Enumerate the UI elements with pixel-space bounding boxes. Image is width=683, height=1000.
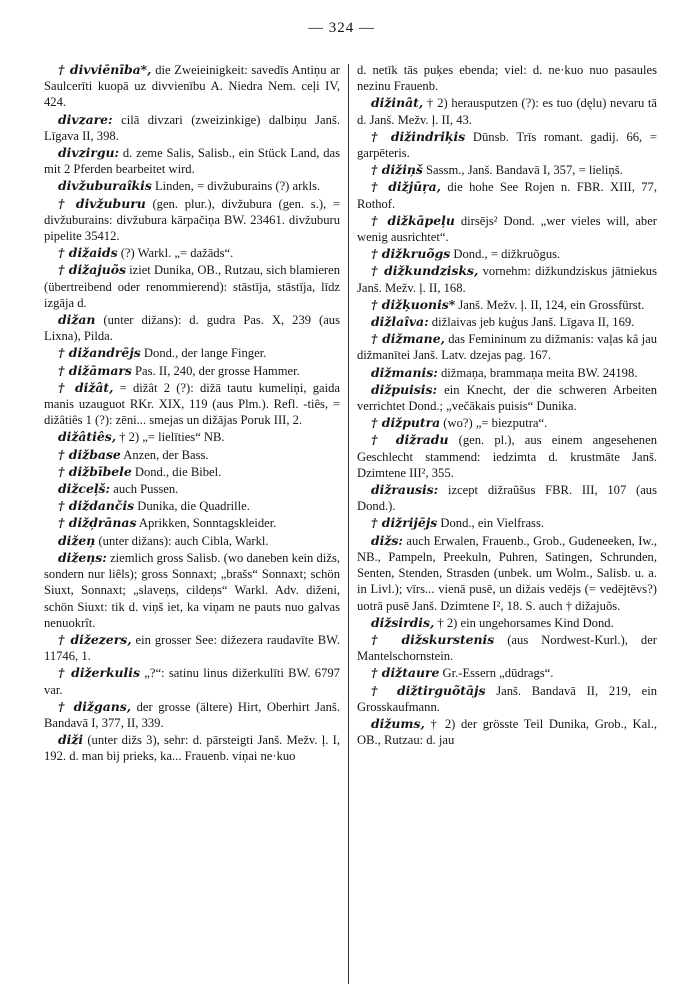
entry-text: iziet Dunika, OB., Rutzau, sich blamieren (übertreibend oder renommierend): stāstīja, stāstīja, līdz izgāja d. bbox=[44, 263, 341, 310]
dictionary-entry bbox=[357, 162, 657, 178]
entry-headword: † dižtaure bbox=[371, 665, 440, 681]
dictionary-entry bbox=[357, 129, 657, 161]
dictionary-entry bbox=[357, 246, 657, 262]
entry-text: das Femininum zu dižmanis: vaļas kâ jau dižmanītei Janš. Latv. dzejas pag. 167. bbox=[357, 332, 657, 363]
dictionary-entry bbox=[44, 498, 340, 514]
entry-text: die Zweieinigkeit: savedīs Antiņu ar Saulcerīti kuopā uz divvienību A. Niedra Nem. ceļi IV, 424. bbox=[44, 63, 341, 110]
dictionary-entry bbox=[357, 314, 657, 330]
entry-headword: dižan bbox=[58, 312, 96, 328]
dictionary-entry bbox=[357, 382, 657, 414]
entry-text: ziemlich gross Salisb. (wo daneben kein dižs, sondern nur liêls); gross Sonnaxt; „brašs“ Sonnaxt; schön Siuxt, Sonnaxt; „slaveņs, cildeņs“ Warkl. Adv. diženi, schön Siuxt: tik d. viņš iet, ka viņam ne pauts nuo galvas nenuokrît. bbox=[44, 550, 340, 630]
dictionary-entry bbox=[44, 178, 340, 194]
dictionary-entry bbox=[44, 145, 340, 177]
entry-text: Dunika, die Quadrille. bbox=[134, 499, 250, 514]
dictionary-entry bbox=[44, 533, 340, 549]
dictionary-entry bbox=[44, 481, 340, 497]
entry-text: d. netīk tās puķes ebenda; viel: d. ne·kuo nuo pasaules nezinu Frauenb. bbox=[357, 63, 657, 94]
dictionary-entry bbox=[357, 482, 657, 514]
entry-headword: divzirgu: bbox=[58, 145, 120, 161]
entry-headword: † dižaids bbox=[58, 245, 118, 261]
entry-text: (wo?) „= biezputra“. bbox=[440, 416, 548, 431]
entry-headword: dižeņs: bbox=[58, 549, 107, 565]
entry-text: (aus Nordwest-Kurl.), der Mantelschornstein. bbox=[357, 632, 657, 664]
entry-headword: † dižbase bbox=[58, 446, 121, 462]
entry-headword: † dižkāpeļu bbox=[371, 212, 455, 228]
entry-text: vornehm: dižkundziskus jātniekus Janš. Mežv. ļ. II, 168. bbox=[357, 264, 657, 295]
entry-text: Sassm., Janš. Bandavā I, 357, = lieliņš. bbox=[422, 163, 623, 178]
dictionary-entry bbox=[357, 683, 657, 715]
entry-text: izcept dižraũšus FBR. III, 107 (aus Dond.). bbox=[357, 483, 657, 514]
entry-headword: dižums, bbox=[371, 715, 425, 731]
dictionary-entry bbox=[357, 515, 657, 531]
entry-headword: diži bbox=[58, 732, 84, 748]
dictionary-entry bbox=[44, 245, 340, 261]
entry-headword: dižeņ bbox=[58, 532, 96, 548]
entry-text: Dond., der lange Finger. bbox=[140, 346, 267, 361]
dictionary-entry bbox=[44, 464, 340, 480]
entry-headword: dižâtiês, bbox=[58, 429, 117, 445]
dictionary-entry bbox=[357, 615, 657, 631]
dictionary-entry bbox=[357, 297, 657, 313]
entry-headword: † dižd̦rānas bbox=[58, 515, 137, 531]
entry-headword: † dižât, bbox=[58, 379, 114, 395]
dictionary-entry bbox=[357, 179, 657, 211]
dictionary-entry bbox=[44, 312, 340, 344]
entry-headword: † dižkundzisks, bbox=[371, 263, 479, 279]
entry-headword: † diždančis bbox=[58, 498, 135, 514]
entry-headword: dižpuisis: bbox=[371, 381, 438, 397]
entry-headword: † dižajuõs bbox=[58, 262, 126, 278]
entry-headword: dižsirdis, bbox=[371, 614, 435, 630]
dictionary-entry bbox=[357, 213, 657, 245]
dictionary-entry bbox=[357, 415, 657, 431]
entry-headword: † dižezers, bbox=[58, 631, 132, 647]
entry-text: auch Pussen. bbox=[110, 482, 179, 497]
dictionary-entry bbox=[44, 550, 340, 631]
entry-headword: † dižbībele bbox=[58, 463, 132, 479]
entry-text: dižlaivas jeb kuģus Janš. Līgava II, 169. bbox=[428, 315, 635, 330]
entry-text: dirsējs² Dond. „wer vieles will, aber wenig ausrichtet“. bbox=[357, 213, 658, 245]
entry-text: dižmaņa, brammaņa meita BW. 24198. bbox=[437, 365, 638, 380]
entry-text: † 2) ein ungehorsames Kind Dond. bbox=[434, 615, 614, 630]
entry-text: Dūnsb. Trīs romant. gadij. 66, = garpēteris. bbox=[357, 129, 657, 161]
dictionary-entry bbox=[357, 716, 657, 748]
dictionary-entry bbox=[357, 432, 657, 481]
entry-headword: † dižradu bbox=[371, 432, 449, 448]
entry-headword: dižmanis: bbox=[371, 364, 438, 380]
entry-headword: † dižāmars bbox=[58, 362, 132, 378]
entry-text: † 2) herausputzen (?): es tuo (dęlu) nevaru tā d. Janš. Mežv. ļ. II, 43. bbox=[357, 96, 657, 127]
entry-text: (unter dižs 3), sehr: d. pārsteigti Janš. Mežv. ļ. I, 192. d. man bij prieks, ka... Frauenb. viņai ne·kuo bbox=[44, 733, 340, 764]
entry-text: auch Erwalen, Frauenb., Grob., Gudeneeken, Iw., NB., Pampeln, Preekuln, Puhren, Satingen, Schrunden, Senten, Stenden, Strasden (unbek. um Wolm., Salisb. u. a. in Livl.); vīrs... vienā pusē, un dižais vedējs (= vedējtēvs?) uotrā pusē Janš. Dzimtene I², 18. S. auch † dižajuõs. bbox=[357, 533, 657, 613]
entry-text: = dižât 2 (?): dižā tautu kumeliņi, gaida manis uzauguot RKr. XIX, 119 (aus Plm.). Refl. -tiês, = dižâtiês 1 (?): zēni... smejas un dižājas Poruk III, 2. bbox=[44, 380, 340, 428]
page-number: — 324 — bbox=[308, 20, 375, 36]
dictionary-entry bbox=[44, 262, 340, 311]
entry-headword: dižceļš: bbox=[58, 481, 111, 497]
entry-text: (unter dižans): auch Cibla, Warkl. bbox=[95, 533, 269, 548]
entry-text: † 2) der grösste Teil Dunika, Grob., Kal., OB., Rutzau: d. jau bbox=[357, 716, 657, 748]
entry-headword: † dižmane, bbox=[371, 331, 445, 347]
entry-text: ein Knecht, der die schweren Arbeiten verrichtet Dond.; „večākais puisis“ Dunika. bbox=[357, 382, 657, 414]
entry-headword: dižrausis: bbox=[371, 482, 439, 498]
dictionary-entry bbox=[357, 62, 657, 94]
dictionary-entry bbox=[44, 62, 340, 111]
dictionary-entry bbox=[44, 112, 340, 144]
entry-text: Pas. II, 240, der grosse Hammer. bbox=[131, 363, 300, 378]
entry-headword: † divviēnība*, bbox=[58, 62, 152, 77]
dictionary-entry bbox=[357, 665, 657, 681]
dictionary-entry bbox=[44, 665, 340, 697]
entry-headword: divžuburaîkis bbox=[58, 178, 152, 194]
entry-text: Janš. Mežv. ļ. II, 124, ein Grossfürst. bbox=[455, 297, 645, 312]
column-divider bbox=[348, 64, 349, 984]
entry-headword: dižlaîva: bbox=[371, 314, 429, 330]
dictionary-entry bbox=[44, 380, 340, 429]
entry-text: (?) Warkl. „= dažāds“. bbox=[117, 246, 234, 261]
entry-headword: † dižerkulis bbox=[58, 665, 140, 681]
entry-text: die hohe See Rojen n. FBR. XIII, 77, Rothof. bbox=[357, 180, 657, 211]
entry-text: ein grosser See: dižezera raudavīte BW. 11746, 1. bbox=[44, 632, 340, 664]
dictionary-entry bbox=[44, 447, 340, 463]
dictionary-entry bbox=[44, 732, 340, 764]
dictionary-entry bbox=[44, 345, 340, 361]
dictionary-entry bbox=[44, 363, 340, 379]
entry-text: (gen. pl.), aus einem angesehenen Geschlecht stammend: iedzimta d. krustmāte Janš. Dzimtene III², 355. bbox=[357, 433, 657, 480]
entry-text: (unter dižans): d. gudra Pas. X, 239 (aus Lixna), Pilda. bbox=[44, 313, 340, 344]
dictionary-entry bbox=[44, 515, 340, 531]
entry-headword: † dižandrējs bbox=[58, 345, 141, 361]
entry-headword: dižs: bbox=[371, 532, 403, 548]
entry-headword: † dižskurstenis bbox=[371, 631, 495, 647]
entry-headword: † dižkruõgs bbox=[371, 246, 451, 262]
dictionary-entry bbox=[44, 196, 340, 245]
dictionary-entry bbox=[357, 632, 657, 664]
left-column bbox=[44, 62, 340, 766]
dictionary-entry bbox=[44, 429, 340, 445]
entry-headword: † dižtirguõtājs bbox=[371, 682, 486, 698]
dictionary-entry bbox=[357, 365, 657, 381]
entry-text: Janš. Bandavā II, 219, ein Grosskaufmann. bbox=[357, 683, 657, 714]
dictionary-entry bbox=[357, 331, 657, 363]
entry-headword: † divžuburu bbox=[58, 195, 146, 211]
entry-headword: † dižputra bbox=[371, 415, 441, 431]
right-column bbox=[357, 62, 657, 749]
dictionary-entry bbox=[357, 533, 657, 614]
entry-headword: dižinât, bbox=[371, 95, 424, 111]
entry-text: cilā divzari (zweizinkige) dalbiņu Janš. Līgava II, 398. bbox=[44, 112, 340, 143]
entry-text: Linden, = divžuburains (?) arkls. bbox=[151, 179, 321, 194]
dictionary-entry bbox=[357, 95, 657, 127]
entry-headword: divzare: bbox=[58, 111, 113, 127]
dictionary-entry bbox=[44, 632, 340, 664]
entry-text: „?“: satinu linus dižerkulīti BW. 6797 var. bbox=[44, 666, 340, 697]
entry-headword: † dižjūŗa, bbox=[371, 179, 441, 195]
entry-text: (gen. plur.), divžubura (gen. s.), = divžuburains: divžubura kārpačiņa BW. 23461. divžuburu pipelite 35412. bbox=[44, 196, 340, 244]
entry-text: der grosse (ältere) Hirt, Oberhirt Janš. Bandavā I, 377, II, 339. bbox=[44, 699, 340, 730]
entry-headword: † dižiņš bbox=[371, 162, 423, 178]
entry-headword: † dižrijējs bbox=[371, 515, 438, 531]
entry-text: Dond., die Bibel. bbox=[131, 464, 222, 479]
entry-text: Aprikken, Sonntagskleider. bbox=[136, 516, 277, 531]
entry-headword: † dižķuonis* bbox=[371, 296, 456, 312]
entry-text: Gr.-Essern „dūdrags“. bbox=[439, 666, 554, 681]
entry-text: Dond., ein Vielfrass. bbox=[437, 516, 545, 531]
entry-text: Dond., = dižkruõgus. bbox=[450, 247, 561, 262]
dictionary-entry bbox=[44, 699, 340, 731]
dictionary-entry bbox=[357, 263, 657, 295]
entry-headword: † dižgans, bbox=[58, 698, 132, 714]
entry-text: d. zeme Salis, Salisb., ein Stück Land, das mit 2 Pferden bearbeitet wird. bbox=[44, 146, 340, 177]
entry-text: Anzen, der Bass. bbox=[120, 447, 209, 462]
entry-text: † 2) „= lielīties“ NB. bbox=[116, 430, 225, 445]
entry-headword: † dižindriķis bbox=[371, 128, 466, 144]
